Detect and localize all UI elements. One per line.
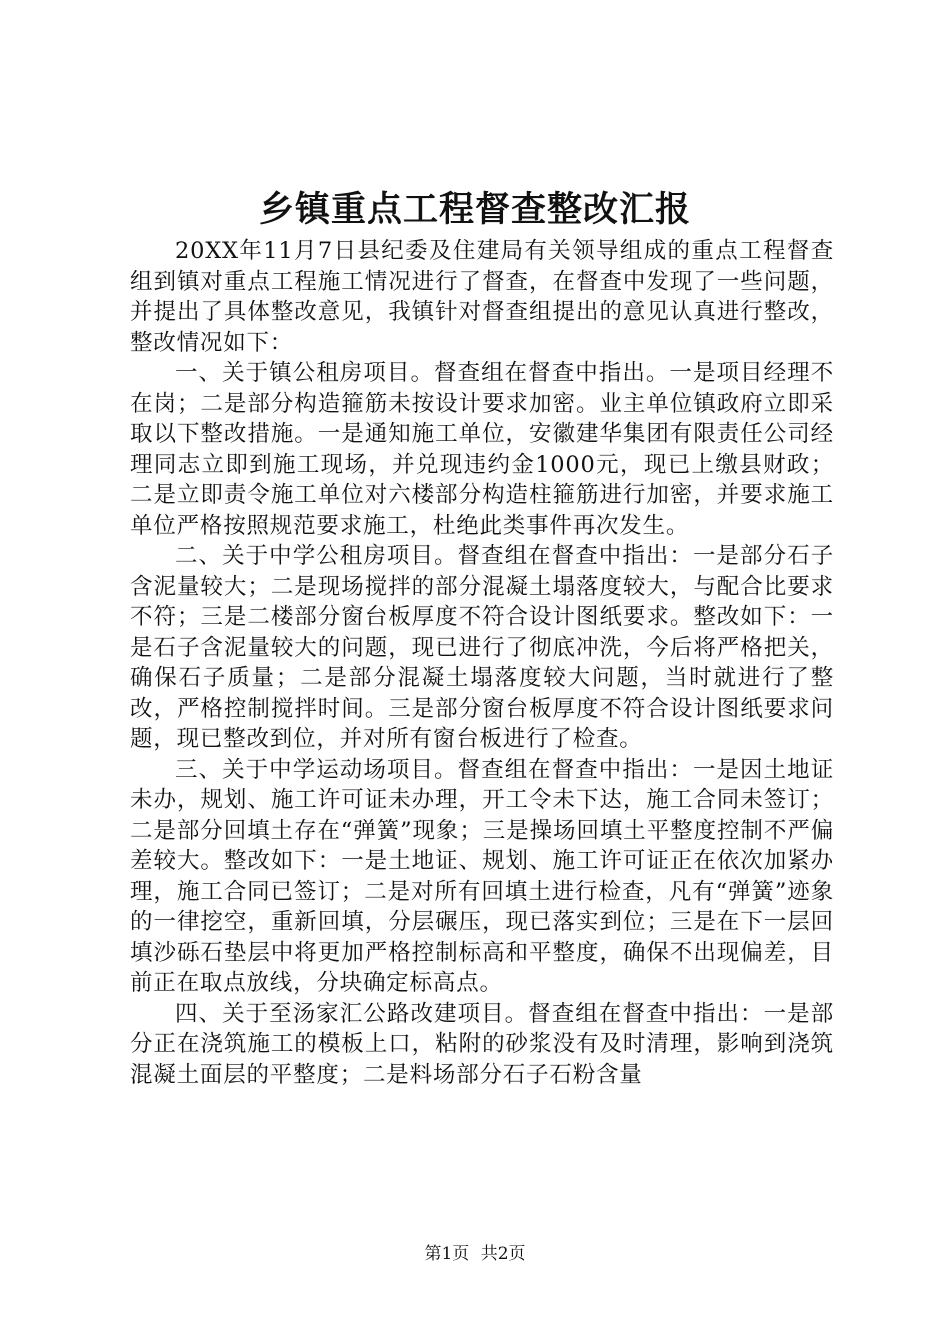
page-total: 共2页 bbox=[480, 1244, 526, 1264]
paragraph-item-3: 三、关于中学运动场项目。督查组在督查中指出：一是因土地证未办，规划、施工许可证未办理，开工令未下达，施工合同未签订；二是部分回填土存在“弹簧”现象；三是操场回填土平整度控制不严偏差较大。整改如下：一是土地证、规划、施工许可证正在依次加紧办理，施工合同已签订；二是对所有回填土进行检查，凡有“弹簧”迹象的一律挖空，重新回填，分层碾压，现已落实到位；三是在下一层回填沙砾石垫层中将更加严格控制标高和平整度，确保不出现偏差，目前正在取点放线，分块确定标高点。 bbox=[130, 756, 834, 996]
paragraph-item-4: 四、关于至汤家汇公路改建项目。督查组在督查中指出：一是部分正在浇筑施工的模板上口，粘附的砂浆没有及时清理，影响到浇筑混凝土面层的平整度；二是料场部分石子石粉含量 bbox=[130, 1000, 834, 1088]
paragraph-item-1: 一、关于镇公租房项目。督查组在督查中指出。一是项目经理不在岗；二是部分构造箍筋未按设计要求加密。业主单位镇政府立即采取以下整改措施。一是通知施工单位，安徽建华集团有限责任公司经理同志立即到施工现场，并兑现违约金1000元，现已上缴县财政；二是立即责令施工单位对六楼部分构造柱箍筋进行加密，并要求施工单位严格按照规范要求施工，杜绝此类事件再次发生。 bbox=[130, 360, 834, 539]
paragraph-intro: 20XX年11月7日县纪委及住建局有关领导组成的重点工程督查组到镇对重点工程施工情况进行了督查，在督查中发现了一些问题，并提出了具体整改意见，我镇针对督查组提出的意见认真进行整改，整改情况如下： bbox=[130, 238, 834, 356]
document-title: 乡镇重点工程督查整改汇报 bbox=[258, 189, 691, 230]
page-number: 第1页 bbox=[424, 1244, 470, 1264]
document-body bbox=[130, 236, 834, 1090]
page-footer bbox=[0, 1242, 950, 1266]
paragraph-item-2: 二、关于中学公租房项目。督查组在督查中指出：一是部分石子含泥量较大；二是现场搅拌的部分混凝土塌落度较大，与配合比要求不符；三是二楼部分窗台板厚度不符合设计图纸要求。整改如下：一是石子含泥量较大的问题，现已进行了彻底冲洗，今后将严格把关，确保石子质量；二是部分混凝土塌落度较大问题，当时就进行了整改，严格控制搅拌时间。三是部分窗台板厚度不符合设计图纸要求问题，现已整改到位，并对所有窗台板进行了检查。 bbox=[130, 543, 834, 752]
